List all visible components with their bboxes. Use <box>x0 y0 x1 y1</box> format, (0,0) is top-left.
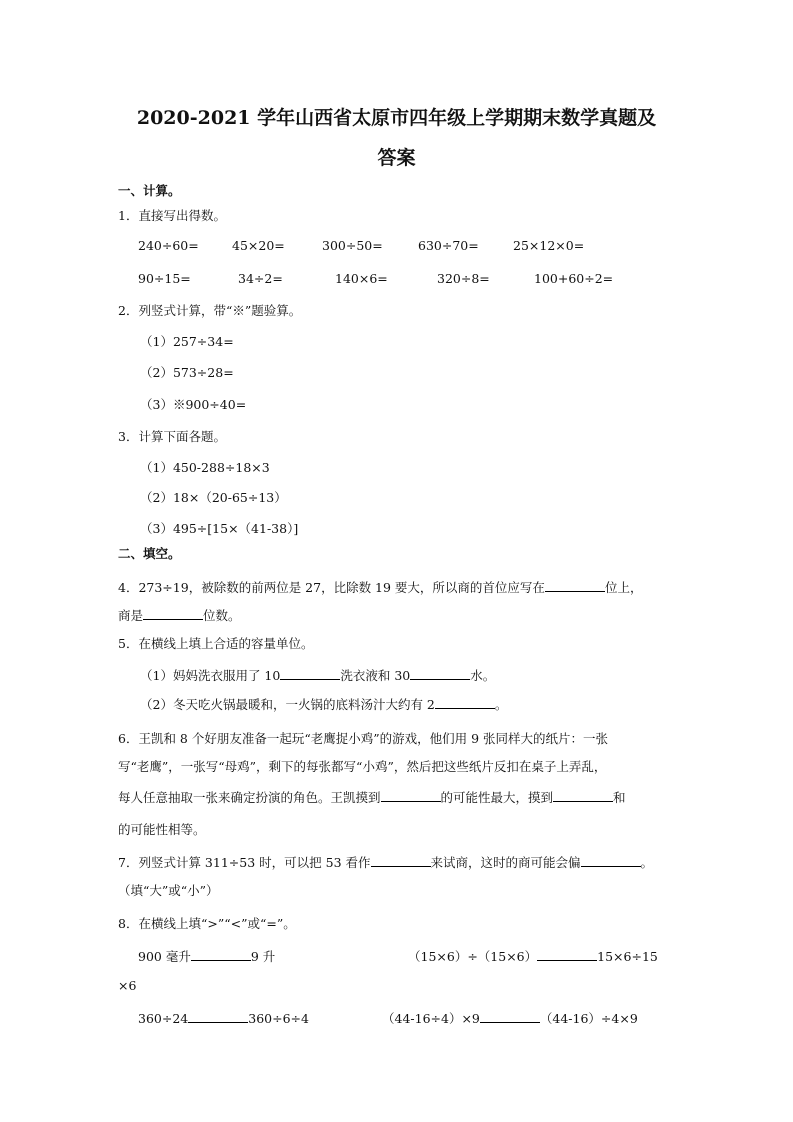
answer-blank <box>143 607 203 620</box>
text: 360÷6÷4 <box>248 1011 309 1026</box>
section-fill: 二、填空。 <box>118 546 181 561</box>
q2: 2．列竖式计算，带“※”题验算。 <box>118 303 302 318</box>
doc-title-line2: 答案 <box>377 147 416 169</box>
answer-blank <box>188 1010 248 1023</box>
q6-line3 <box>118 789 626 806</box>
text: （44-16）÷4×9 <box>539 1011 638 1026</box>
answer-blank <box>553 789 613 802</box>
q2-item: （2）573÷28= <box>140 365 234 380</box>
expr: 240÷60= <box>138 238 199 253</box>
expr: 140×6= <box>335 271 388 286</box>
q1: 1．直接写出得数。 <box>118 208 226 223</box>
q2-item: （1）257÷34= <box>140 334 234 349</box>
answer-blank <box>371 854 431 867</box>
answer-blank <box>410 667 470 680</box>
q3: 3．计算下面各题。 <box>118 429 226 444</box>
expr: 25×12×0= <box>513 238 585 253</box>
expr: 90÷15= <box>138 271 191 286</box>
text: 。 <box>640 855 654 870</box>
q2-item: （3）※900÷40= <box>140 397 247 412</box>
compare-right <box>382 1010 638 1027</box>
compare-left <box>138 948 275 965</box>
expr: 300÷50= <box>322 238 383 253</box>
q7-line2: （填“大”或“小”） <box>118 883 219 898</box>
section-calc: 一、计算。 <box>118 183 181 198</box>
text: （15×6）÷（15×6） <box>408 949 538 964</box>
text: 洗衣液和 30 <box>340 668 411 683</box>
text: 和 <box>613 790 626 805</box>
q3-item: （1）450-288÷18×3 <box>140 460 270 475</box>
text: 每人任意抽取一张来确定扮演的角色。王凯摸到 <box>118 790 381 805</box>
q7-line1 <box>118 854 653 871</box>
answer-blank <box>480 1010 540 1023</box>
doc-title-line1: 2020-2021 学年山西省太原市四年级上学期期末数学真题及 <box>136 107 657 129</box>
answer-blank <box>191 948 251 961</box>
text: 位数。 <box>203 608 241 623</box>
expr: 34÷2= <box>238 271 283 286</box>
answer-blank <box>537 948 597 961</box>
text: 来试商，这时的商可能会偏 <box>430 855 581 870</box>
text: 位上， <box>604 580 643 595</box>
answer-blank <box>545 579 605 592</box>
text: 商是 <box>118 608 144 623</box>
q8-row1-wrap: ×6 <box>118 978 137 993</box>
text: 的可能性最大，摸到 <box>440 790 554 805</box>
expr: 100+60÷2= <box>534 271 614 286</box>
text: 水。 <box>470 668 496 683</box>
answer-blank <box>280 667 340 680</box>
q5-item1 <box>140 667 495 684</box>
answer-blank <box>435 696 495 709</box>
q6-line4: 的可能性相等。 <box>118 822 206 837</box>
text: 4．273÷19，被除数的前两位是 27，比除数 19 要大，所以商的首位应写在 <box>118 580 545 595</box>
expr: 630÷70= <box>418 238 479 253</box>
text: （1）妈妈洗衣服用了 10 <box>140 668 281 683</box>
compare-left <box>138 1010 309 1027</box>
expr: 320÷8= <box>437 271 490 286</box>
text: 。 <box>494 697 508 712</box>
text: （2）冬天吃火锅最暖和，一火锅的底料汤汁大约有 2 <box>140 697 435 712</box>
answer-blank <box>381 789 441 802</box>
text: 9 升 <box>250 949 276 964</box>
text: 7．列竖式计算 311÷53 时，可以把 53 看作 <box>118 855 371 870</box>
q5: 5．在横线上填上合适的容量单位。 <box>118 636 314 651</box>
q5-item2 <box>140 696 507 713</box>
q6-line1: 6．王凯和 8 个好朋友准备一起玩“老鹰捉小鸡”的游戏，他们用 9 张同样大的纸片：一张 <box>118 731 609 746</box>
q8: 8．在横线上填“>”“<”或“=”。 <box>118 916 296 931</box>
text: 360÷24 <box>138 1011 189 1026</box>
text: （44-16÷4）×9 <box>382 1011 480 1026</box>
text: 15×6÷15 <box>597 949 658 964</box>
answer-blank <box>581 854 641 867</box>
compare-right <box>408 948 658 965</box>
q4-line2 <box>118 607 241 624</box>
text: 900 毫升 <box>138 949 191 964</box>
q3-item: （3）495÷[15×（41-38）] <box>140 521 299 536</box>
q6-line2: 写“老鹰”，一张写“母鸡”，剩下的每张都写“小鸡”，然后把这些纸片反扣在桌子上弄乱， <box>118 759 607 774</box>
expr: 45×20= <box>232 238 285 253</box>
q3-item: （2）18×（20-65÷13） <box>140 490 287 505</box>
q4-line1 <box>118 579 642 596</box>
